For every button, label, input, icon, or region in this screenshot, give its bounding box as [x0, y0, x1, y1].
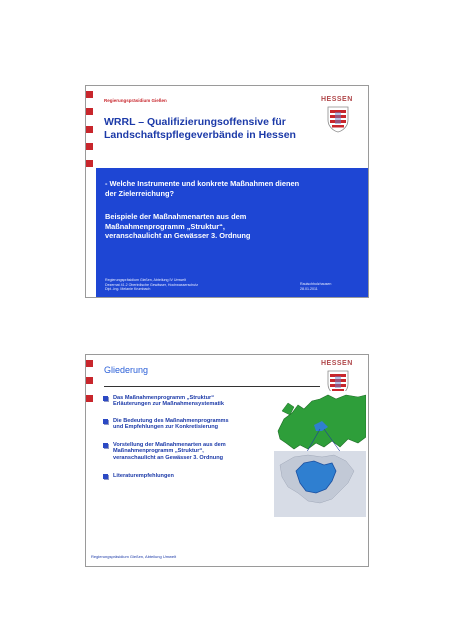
- hessen-logo-text: HESSEN: [321, 360, 353, 367]
- hessen-crest-icon: [327, 106, 349, 133]
- question-line: - Welche Instrumente und konkrete Maßnahmen dienen: [105, 179, 300, 188]
- bullet-square-icon: [103, 396, 108, 401]
- europe-hessen-map: [274, 391, 366, 517]
- agenda-line: veranschaulicht an Gewässer 3. Ordnung: [113, 454, 224, 461]
- footer-line: Regierungspräsidium Gießen, Abteilung IV Umwelt: [105, 278, 186, 282]
- strip-square: [86, 395, 93, 402]
- agenda-line: Vorstellung der Maßnahmenarten aus dem: [113, 442, 226, 448]
- example-text: [105, 212, 355, 241]
- hessen-logo-text: HESSEN: [321, 96, 353, 103]
- strip-square: [86, 160, 93, 167]
- footer-line: Rauischholzhausen: [300, 282, 332, 286]
- strip-square: [86, 377, 93, 384]
- strip-square: [86, 360, 93, 367]
- agenda-item-text: [113, 473, 174, 479]
- slide-1: [85, 85, 369, 298]
- question-text: [105, 179, 355, 198]
- left-square-strip: [86, 86, 94, 297]
- agenda-item-text: [113, 395, 224, 408]
- agenda-line: Literaturempfehlungen: [113, 473, 174, 479]
- bullet-square-icon: [103, 474, 108, 479]
- question-line: der Zielerreichung?: [105, 188, 174, 198]
- strip-square: [86, 126, 93, 133]
- footer-line: 28.01.2011: [300, 286, 318, 291]
- slide-1-title: [104, 116, 319, 142]
- example-line: Beispiele der Maßnahmenarten aus dem: [105, 212, 247, 221]
- agenda-line: Erläuterungen zur Maßnahmensystematik: [113, 401, 224, 408]
- footer-author: [105, 278, 198, 292]
- agenda-line: Das Maßnahmenprogramm „Struktur“: [113, 395, 215, 401]
- slide-2-footer: Regierungspräsidium Gießen, Abteilung Umwelt: [91, 554, 177, 559]
- left-square-strip: [86, 355, 94, 566]
- example-line: Maßnahmenprogramm „Struktur“,: [105, 221, 225, 231]
- footer-line: Dipl.-Ing. Melanie Krumbach: [105, 287, 151, 292]
- org-header: Regierungspräsidium Gießen: [104, 98, 167, 103]
- title-underline: [104, 386, 320, 387]
- strip-square: [86, 143, 93, 150]
- title-line: Landschaftspflegeverbände in Hessen: [104, 129, 296, 141]
- strip-square: [86, 91, 93, 98]
- bullet-square-icon: [103, 443, 108, 448]
- slide-2: [85, 354, 369, 567]
- bullet-square-icon: [103, 419, 108, 424]
- strip-square: [86, 108, 93, 115]
- example-line: veranschaulicht an Gewässer 3. Ordnung: [105, 231, 251, 241]
- blue-content-panel: [96, 168, 368, 297]
- footer-place-date: [300, 282, 331, 291]
- slide-2-title: Gliederung: [104, 365, 149, 375]
- agenda-item-text: [113, 442, 226, 461]
- footer-line: Dezernat 41.2 Oberirdische Gewässer, Hochwasserschutz: [105, 282, 199, 287]
- agenda-line: und Empfehlungen zur Konkretisierung: [113, 424, 219, 431]
- title-line: WRRL – Qualifizierungsoffensive für: [104, 116, 286, 128]
- agenda-line: Die Bedeutung des Maßnahmenprogramms: [113, 418, 229, 424]
- agenda-line: Maßnahmenprogramm „Struktur“,: [113, 448, 204, 455]
- agenda-item-text: [113, 418, 229, 431]
